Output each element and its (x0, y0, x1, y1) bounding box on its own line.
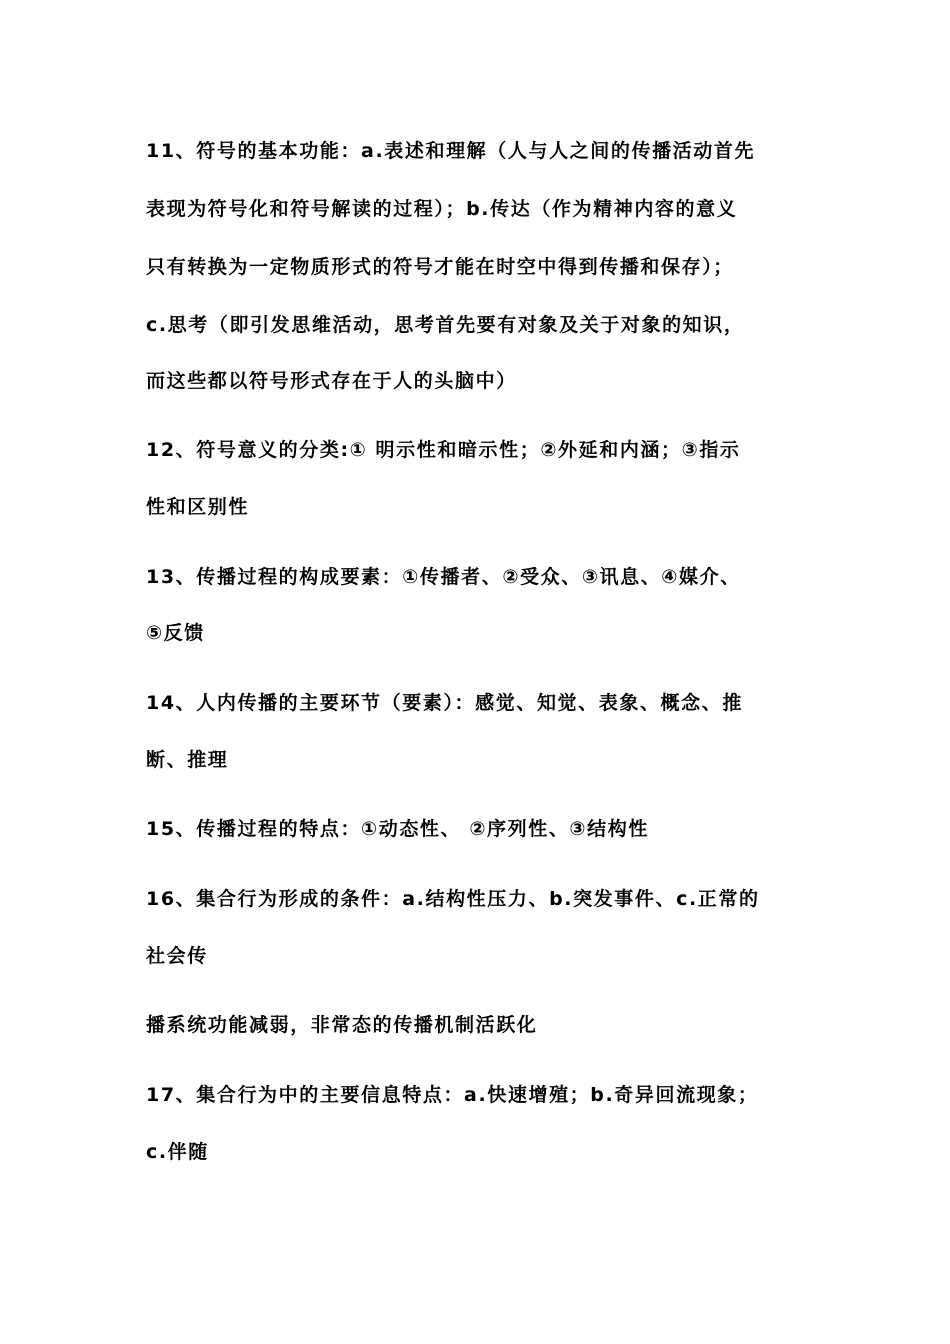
paragraph-line: 社会传 (146, 945, 208, 967)
paragraph-line: c.思考（即引发思维活动，思考首先要有对象及关于对象的知识， (146, 314, 745, 336)
paragraph-line: 15、传播过程的特点：①动态性、 ②序列性、③结构性 (146, 818, 649, 840)
paragraph-line: 11、符号的基本功能：a.表述和理解（人与人之间的传播活动首先 (146, 140, 756, 162)
paragraph-line: 表现为符号化和符号解读的过程）；b.传达（作为精神内容的意义 (146, 198, 738, 220)
paragraph-line: c.伴随 (146, 1141, 209, 1163)
paragraph-line: 17、集合行为中的主要信息特点：a.快速增殖；b.奇异回流现象； (146, 1084, 759, 1106)
paragraph-line: 只有转换为一定物质形式的符号才能在时空中得到传播和保存）； (146, 256, 734, 278)
paragraph-line: 12、符号意义的分类:① 明示性和暗示性；②外延和内涵；③指示 (146, 439, 741, 461)
paragraph-line: 播系统功能减弱，非常态的传播机制活跃化 (146, 1014, 538, 1036)
paragraph-line: 14、人内传播的主要环节（要素）：感觉、知觉、表象、概念、推 (146, 692, 743, 714)
paragraph-line: ⑤反馈 (146, 622, 205, 644)
paragraph-line: 而这些都以符号形式存在于人的头脑中） (146, 370, 517, 392)
paragraph-line: 13、传播过程的构成要素：①传播者、②受众、③讯息、④媒介、 (146, 566, 741, 588)
paragraph-line: 16、集合行为形成的条件：a.结构性压力、b.突发事件、c.正常的 (146, 888, 760, 910)
paragraph-line: 性和区别性 (146, 496, 250, 518)
paragraph-line: 断、推理 (146, 749, 229, 771)
